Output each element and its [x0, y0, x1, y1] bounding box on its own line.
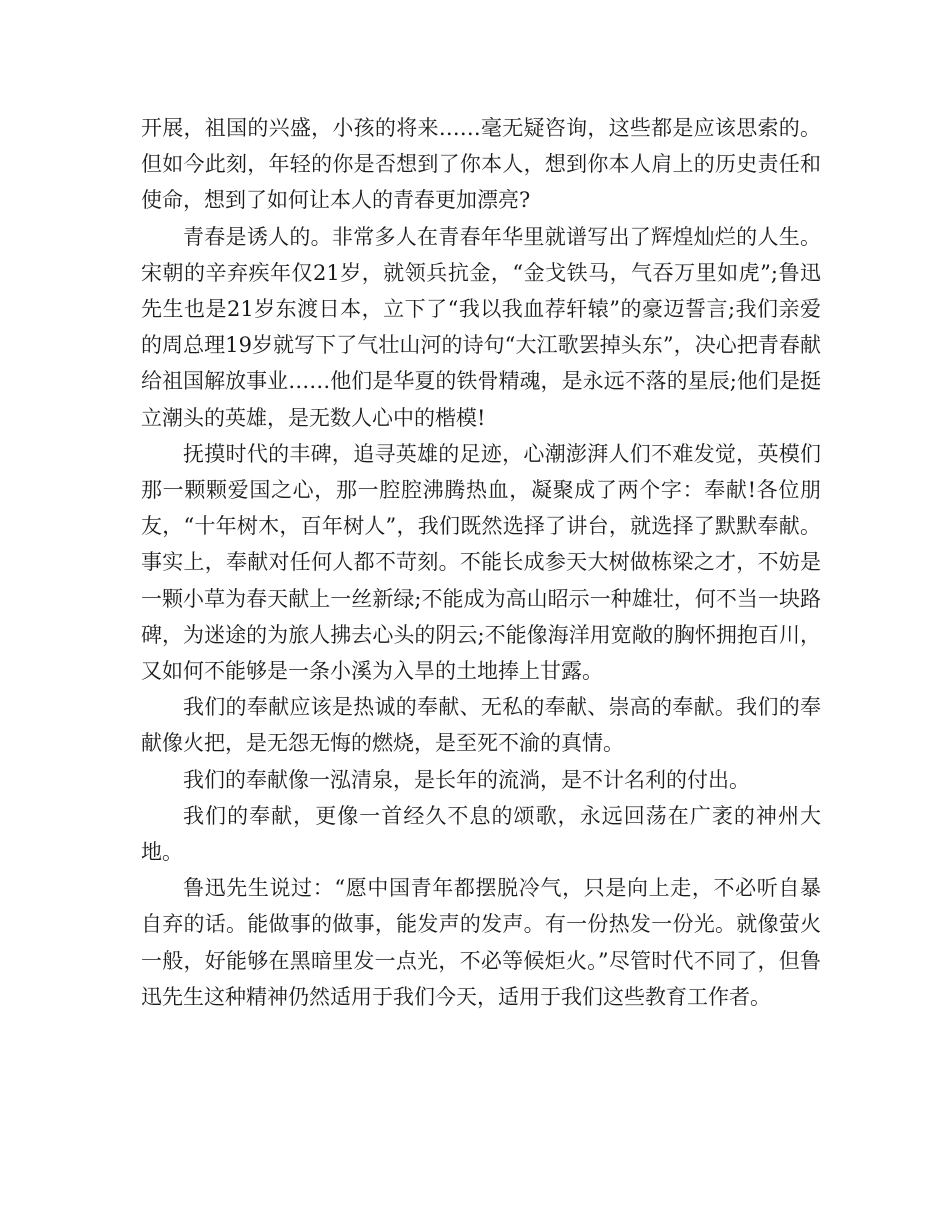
- paragraph-torch: 我们的奉献应该是热诚的奉献、无私的奉献、崇高的奉献。我们的奉献像火把，是无怨无悔的燃烧，是至死不渝的真情。: [141, 695, 821, 756]
- document-page: [141, 110, 821, 1015]
- paragraph-lu-xun-quote: 鲁迅先生说过：“愿中国青年都摆脱冷气，只是向上走，不必听自暴自弃的话。能做事的做事，能发声的发声。有一份热发一份光。就像萤火一般，好能够在黑暗里发一点光，不必等候炬火。”尽管时代不同了，但鲁迅先生这种精神仍然适用于我们今天，适用于我们这些教育工作者。: [141, 876, 821, 1009]
- paragraph-dedication: 抚摸时代的丰碑，追寻英雄的足迹，心潮澎湃人们不难发觉，英模们那一颗颗爱国之心，那一腔腔沸腾热血，凝聚成了两个字：奉献!各位朋友，“十年树木，百年树人”，我们既然选择了讲台，就选择了默默奉献。事实上，奉献对任何人都不苛刻。不能长成参天大树做栋梁之才，不妨是一颗小草为春天献上一丝新绿;不能成为高山昭示一种雄壮，何不当一块路碑，为迷途的为旅人拂去心头的阴云;不能像海洋用宽敞的胸怀拥抱百川，又如何不能够是一条小溪为入旱的土地捧上甘露。: [141, 441, 821, 684]
- paragraph-song: 我们的奉献，更像一首经久不息的颂歌，永远回荡在广袤的神州大地。: [141, 803, 821, 865]
- paragraph-continuation: 开展，祖国的兴盛，小孩的将来……毫无疑咨询，这些都是应该思索的。但如今此刻，年轻的你是否想到了你本人，想到你本人肩上的历史责任和使命，想到了如何让本人的青春更加漂亮?: [141, 116, 821, 213]
- paragraph-spring: 我们的奉献像一泓清泉，是长年的流淌，是不计名利的付出。: [183, 767, 750, 792]
- paragraph-youth: 青春是诱人的。非常多人在青春年华里就谱写出了辉煌灿烂的人生。宋朝的辛弃疾年仅21岁，就领兵抗金，“金戈铁马，气吞万里如虎”;鲁迅先生也是21岁东渡日本，立下了“我以我血荐轩辕”的豪迈誓言;我们亲爱的周总理19岁就写下了气壮山河的诗句“大江歌罢掉头东”，决心把青春献给祖国解放事业……他们是华夏的铁骨精魂，是永远不落的星辰;他们是挺立潮头的英雄，是无数人心中的楷模!: [141, 224, 821, 430]
